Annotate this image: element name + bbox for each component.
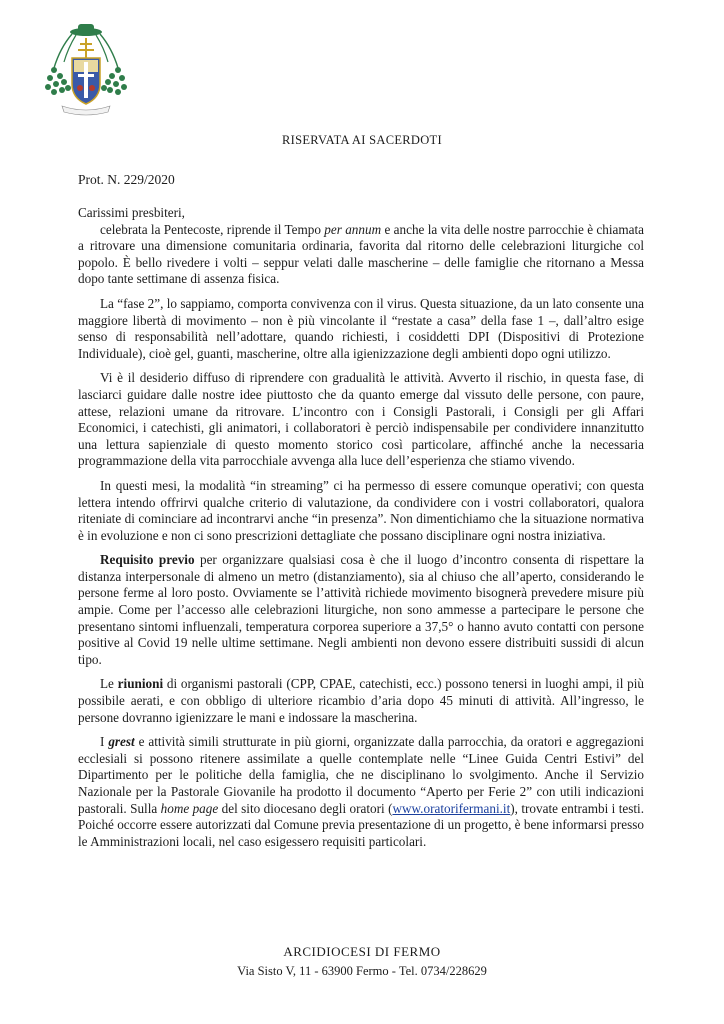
- paragraph-1-text-a: celebrata la Pentecoste, riprende il Tempo: [100, 221, 325, 237]
- footer-organization: ARCIDIOCESI DI FERMO: [283, 944, 441, 959]
- oratori-website-link[interactable]: www.oratorifermani.it: [392, 800, 511, 816]
- paragraph-7-italic: home page: [160, 800, 219, 816]
- paragraph-6-bold: riunioni: [117, 676, 164, 692]
- paragraph-6-text-b: di organismi pastorali (CPP, CPAE, catechisti, ecc.) possono tenersi in luoghi ampi, il più possibile aerati, e con obbligo di ulteriore ricambio d’aria dopo 45 minuti di attività. All’ingresso, le persone dovranno igienizzare le mani e indossare la mascherina.: [78, 676, 644, 725]
- paragraph-7-text-b: e attività simili strutturate in più giorni, organizzate dalla parrocchia, da oratori e aggregazioni ecclesiali si possono ritenere assimilate a quelle contemplate nelle “Linee Guida Centri Estivi” del Dipartimento per le politiche della famiglia, che ne disciplinano lo svolgimento. Anche il Servizio Nazionale per la Pastorale Giovanile ha prodotto il documento “Aperto per Ferie 2” con utili indicazioni pastorali. Sulla: [78, 734, 644, 816]
- paragraph-5-bold: Requisito previo: [100, 552, 195, 568]
- paragraph-5-text: per organizzare qualsiasi cosa è che il luogo d’incontro consenta di rispettare la distanza interpersonale di almeno un metro (distanziamento), sia al chiuso che all’aperto, considerando le persone ferme al loro posto. Ovviamente se l’attività richiede movimento bisognerà prevedere misure più ampie. Come per l’accesso alle celebrazioni liturgiche, non sono ammesse a partecipare le persone che presentano sintomi influenzali, temperatura corporea superiore a 37,5° o hanno avuto contatti con persone positive al Covid 19 nelle ultime settimane. Negli ambienti non devono essere distribuiti sussidi di alcun tipo.: [78, 552, 644, 667]
- footer-address: Via Sisto V, 11 - 63900 Fermo - Tel. 0734/228629: [237, 964, 487, 978]
- paragraph-7-text-d: ), trovate entrambi i testi. Poiché occorre essere autorizzati dal Comune previa presentazione di un progetto, è bene informarsi presso le Amministrazioni locali, nel caso esigessero requisiti particolari.: [78, 800, 644, 849]
- letter-body: [78, 205, 644, 858]
- salutation: Carissimi presbiteri,: [78, 205, 185, 220]
- paragraph-7-text-a: I: [100, 734, 109, 750]
- paragraph-6-text-a: Le: [100, 676, 118, 692]
- paragraph-3: Vi è il desiderio diffuso di riprendere con gradualità le attività. Avverto il rischio, in questa fase, di lasciarci guidare dalle nostre idee piuttosto che da quanto emerge dal vissuto delle persone, con paure, attese, relazioni umane da ritrovare. L’incontro con i Consigli Pastorali, i Consigli per gli Affari Economici, i catechisti, gli animatori, i collaboratori è perciò indispensabile per condividere innanzitutto una lettura sapienziale di questo momento storico così particolare, affinché anche la necessaria programmazione della vita parrocchiale avvenga alla luce dell’esperienza che stiamo vivendo.: [78, 370, 644, 469]
- paragraph-2: La “fase 2”, lo sappiamo, comporta convivenza con il virus. Questa situazione, da un lato consente una maggiore libertà di movimento – non è più vincolante il “restate a casa” della fase 1 –, dall’altro esige senso di responsabilità nell’adottare, quando richiesti, i cosiddetti DPI (Dispositivi di Protezione Individuale), cioè gel, guanti, mascherine, oltre alla igienizzazione degli ambienti dopo ogni utilizzo.: [78, 295, 644, 361]
- paragraph-1-text-c: e anche la vita delle nostre parrocchie è chiamata a ritrovare una dimensione comunitaria ordinaria, favorita dal ritorno delle celebrazioni liturgiche col popolo. È bello rivedere i volti – seppur velati dalle mascherine – delle famiglie che ritornano a Messa dopo tante settimane di assenza fisica.: [78, 221, 644, 287]
- paragraph-7-text-c: del sito diocesano degli oratori (: [218, 800, 393, 816]
- paragraph-7: [78, 734, 644, 850]
- paragraph-1: [78, 222, 644, 288]
- protocol-number: Prot. N. 229/2020: [78, 172, 175, 187]
- paragraph-7-bold-italic: grest: [108, 734, 135, 750]
- archbishop-coat-of-arms: [40, 18, 132, 116]
- paragraph-5: [78, 552, 644, 668]
- paragraph-6: [78, 676, 644, 726]
- header-title: RISERVATA AI SACERDOTI: [282, 133, 442, 147]
- paragraph-1-italic: per annum: [324, 221, 382, 237]
- paragraph-4: In questi mesi, la modalità “in streaming” ci ha permesso di essere comunque operativi; con questa lettera intendo offrirvi qualche criterio di valutazione, da condividere con i vostri collaboratori, qualora riteniate di cominciare ad incontrarvi anche “in presenza”. Non dimentichiamo che la situazione normativa è in evoluzione e non ci sono prescrizioni dettagliate che possano disciplinare ogni nostra iniziativa.: [78, 477, 644, 543]
